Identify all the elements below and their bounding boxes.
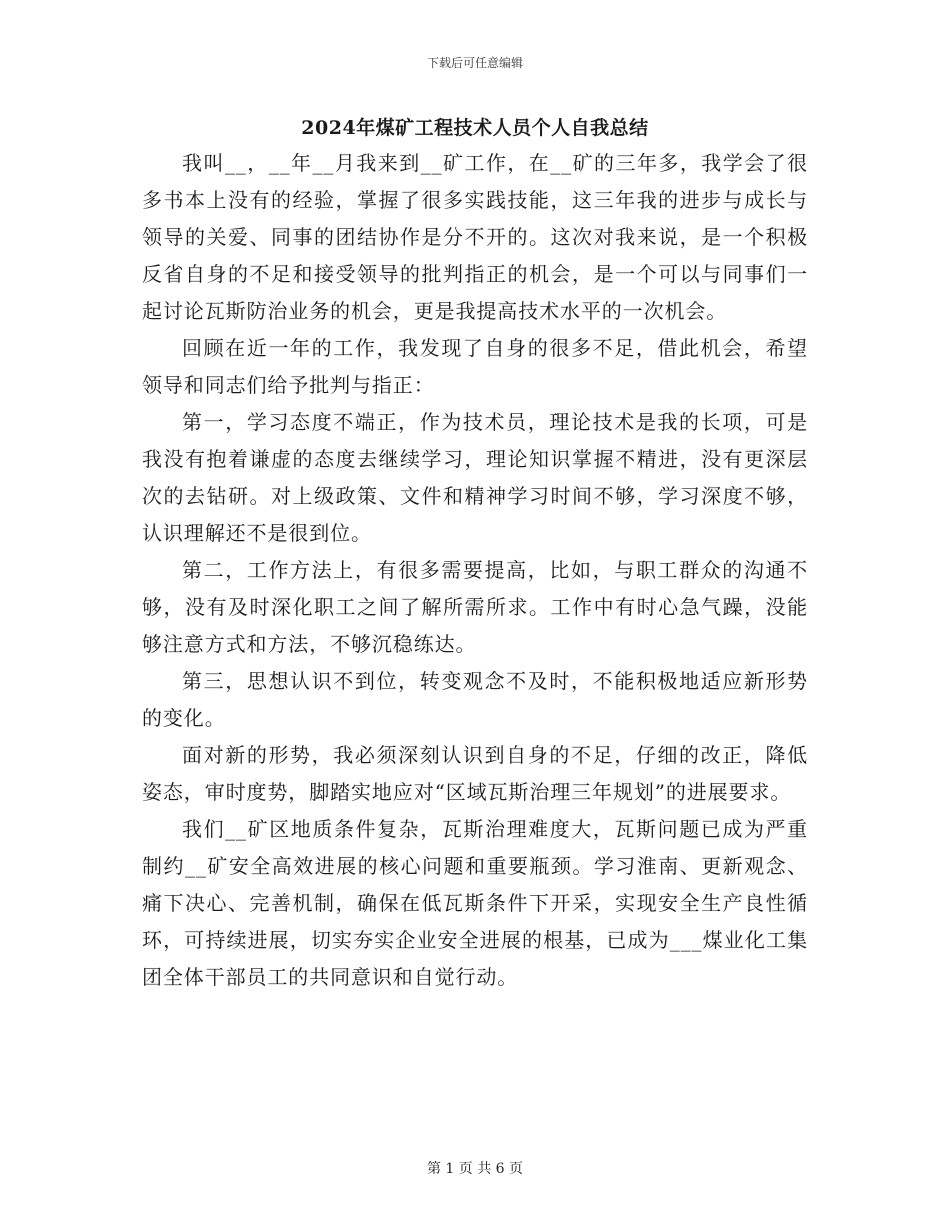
paragraph-new-situation: 面对新的形势，我必须深刻认识到自身的不足，仔细的改正，降低姿态，审时度势，脚踏实地应对“区域瓦斯治理三年规划”的进展要求。 [142,743,808,804]
page-footer: 第 1 页 共 6 页 [426,1161,524,1177]
paragraph-gas-control: 我们__矿区地质条件复杂，瓦斯治理难度大，瓦斯问题已成为严重制约__矿安全高效进展的核心问题和重要瓶颈。学习淮南、更新观念、痛下决心、完善机制，确保在低瓦斯条件下开采，实现安全生产良性循环，可持续进展，切实夯实企业安全进展的根基，已成为___煤业化工集团全体干部员工的共同意识和自觉行动。 [142,817,808,989]
paragraph-review: 回顾在近一年的工作，我发现了自身的很多不足，借此机会，希望领导和同志们给予批判与指正： [142,336,808,397]
paragraph-point-3: 第三，思想认识不到位，转变观念不及时，不能积极地适应新形势的变化。 [142,669,808,730]
header-note: 下载后可任意编辑 [426,56,523,70]
document-body [142,145,808,996]
paragraph-point-2: 第二，工作方法上，有很多需要提高，比如，与职工群众的沟通不够，没有及时深化职工之间了解所需所求。工作中有时心急气躁，没能够注意方式和方法，不够沉稳练达。 [142,558,808,656]
paragraph-intro: 我叫__，__年__月我来到__矿工作，在__矿的三年多，我学会了很多书本上没有的经验，掌握了很多实践技能，这三年我的进步与成长与领导的关爱、同事的团结协作是分不开的。这次对我来说，是一个积极反省自身的不足和接受领导的批判指正的机会，是一个可以与同事们一起讨论瓦斯防治业务的机会，更是我提高技术水平的一次机会。 [142,151,808,323]
document-title: 2024年煤矿工程技术人员个人自我总结 [301,117,649,139]
paragraph-point-1: 第一，学习态度不端正，作为技术员，理论技术是我的长项，可是我没有抱着谦虚的态度去继续学习，理论知识掌握不精进，没有更深层次的去钻研。对上级政策、文件和精神学习时间不够，学习深度不够，认识理解还不是很到位。 [142,410,808,545]
